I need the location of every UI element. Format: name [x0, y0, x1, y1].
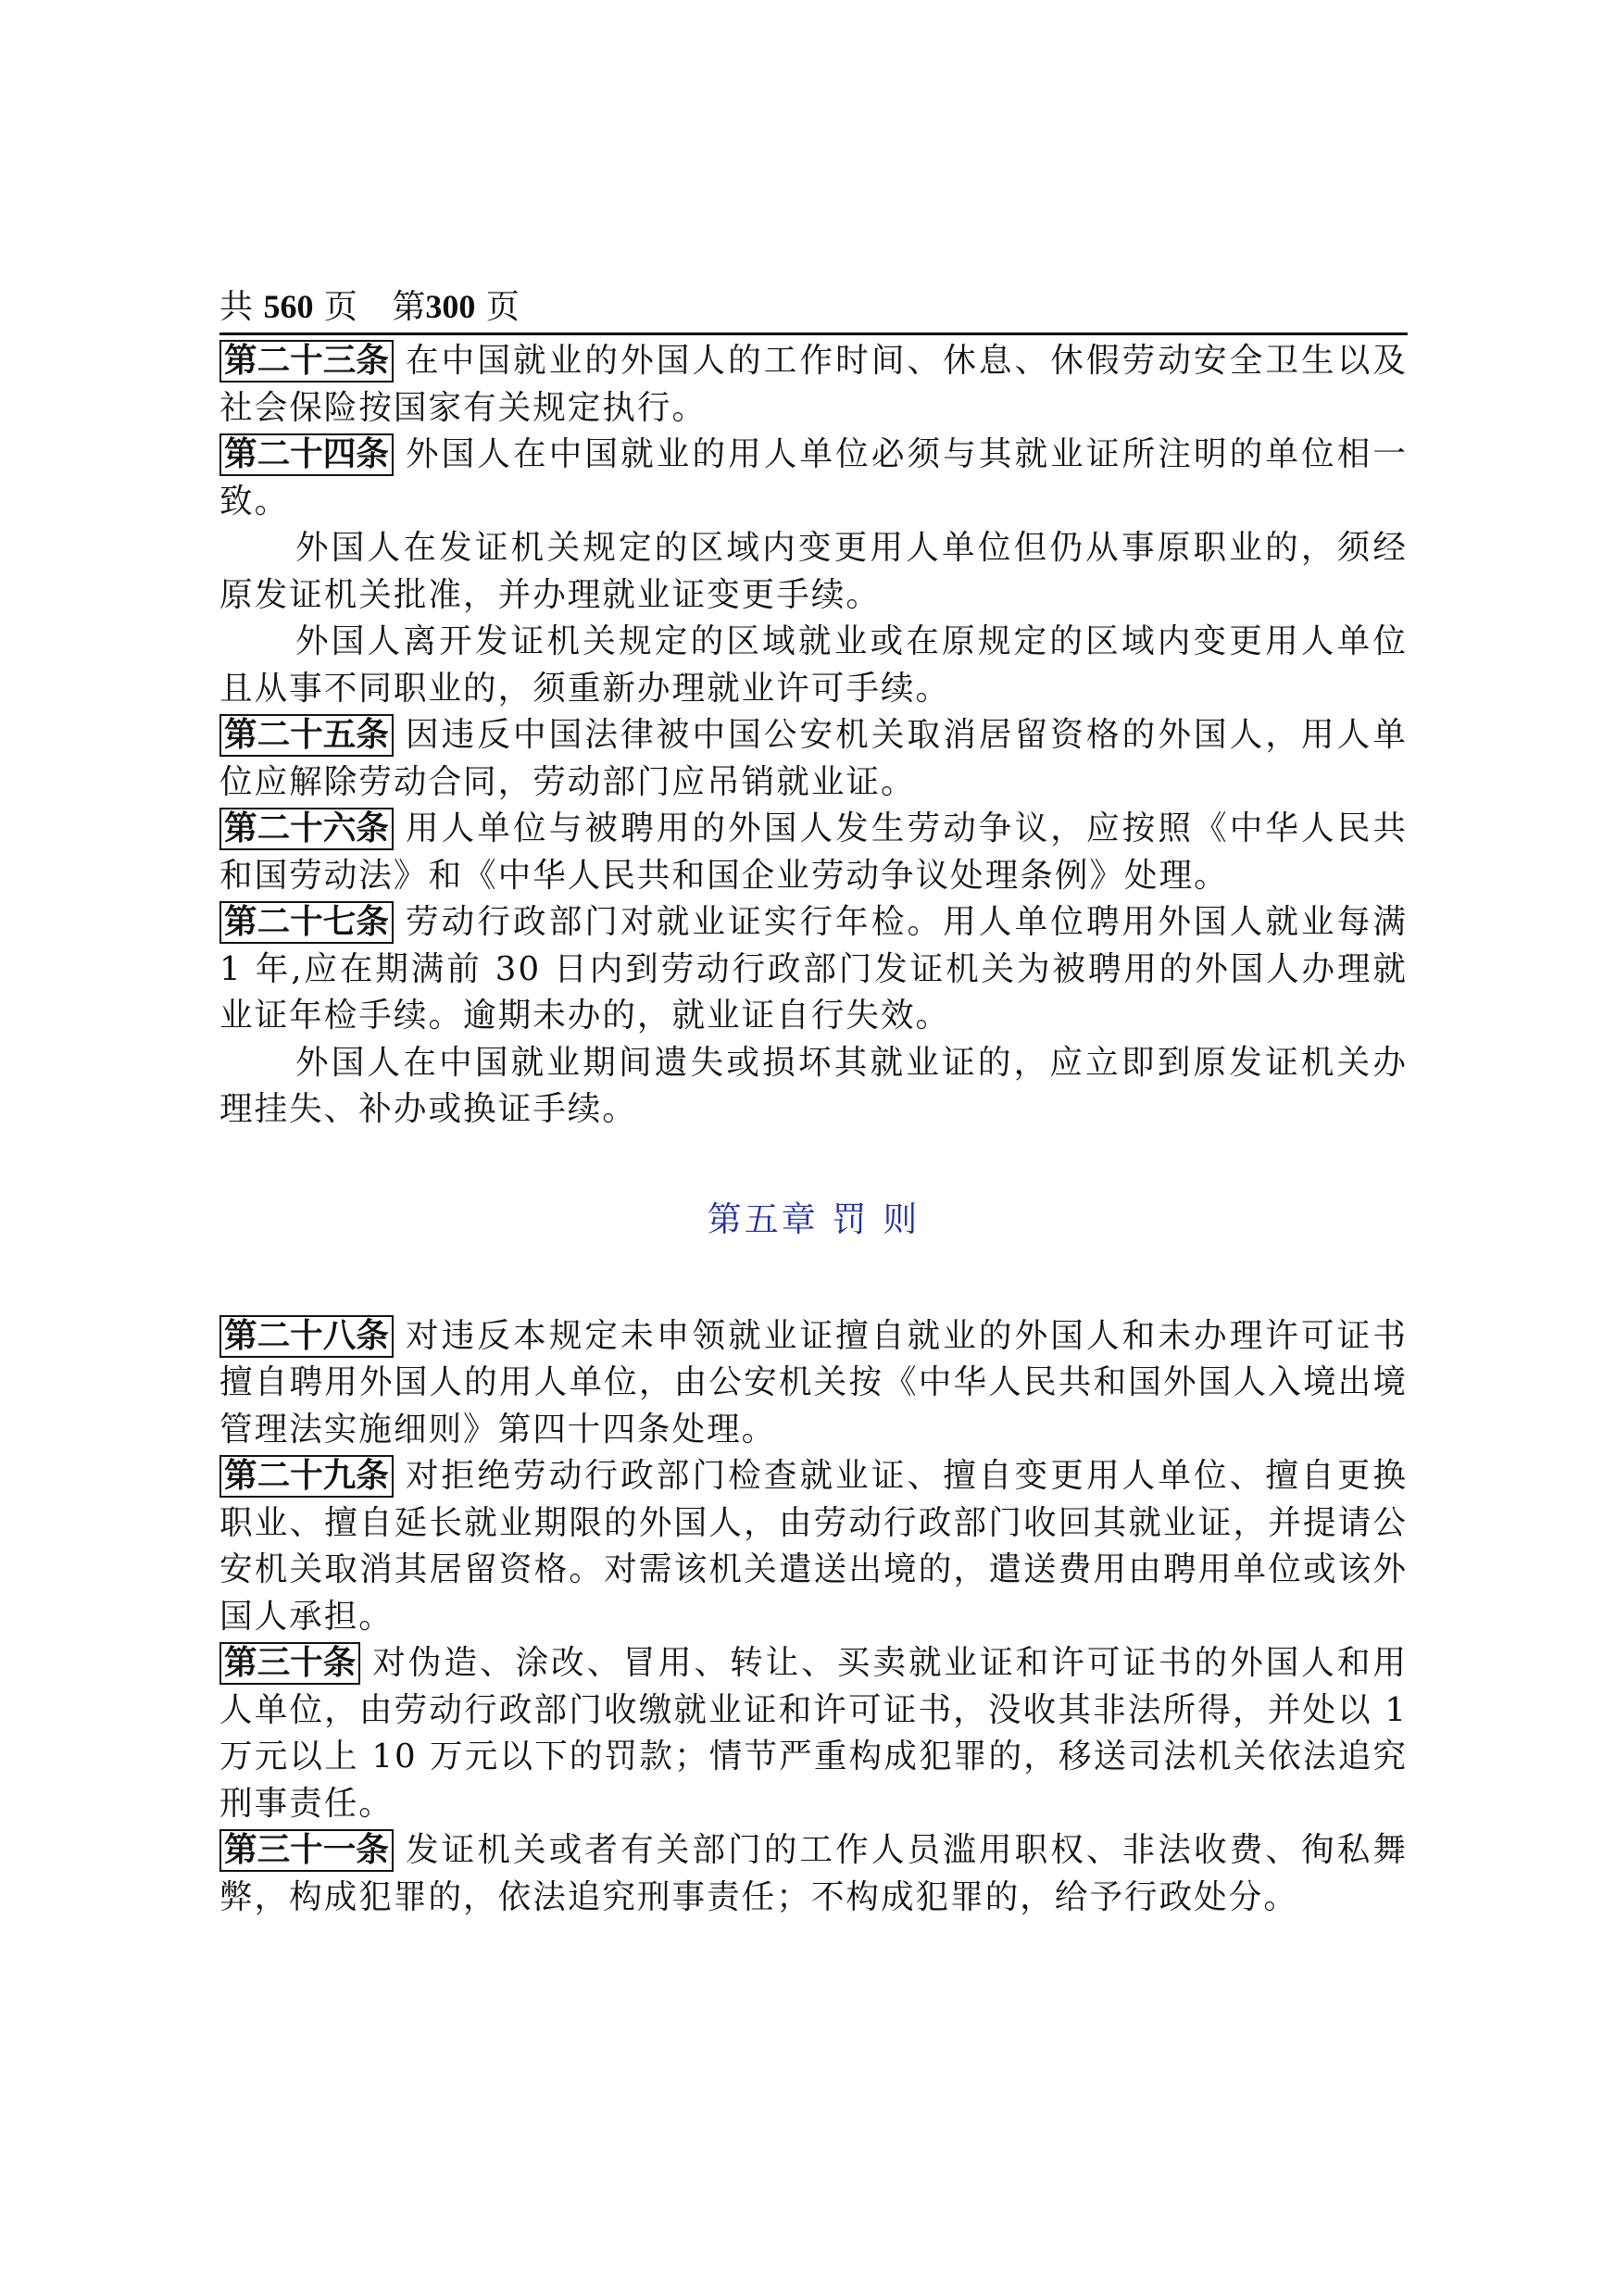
article-text: 因违反中国法律被中国公安机关取消居留资格的外国人，用人单位应解除劳动合同，劳动部门应吊销就业证。	[219, 716, 1408, 801]
current-page-prefix: 第	[392, 288, 426, 326]
article-23	[219, 338, 1408, 432]
current-page-suffix: 页	[485, 288, 520, 326]
article-25	[219, 712, 1408, 806]
article-24-clause-3: 外国人离开发证机关规定的区域就业或在原规定的区域内变更用人单位且从事不同职业的，须重新办理就业许可手续。	[219, 622, 1408, 708]
article-29	[219, 1453, 1408, 1640]
article-label: 第二十九条	[219, 1455, 394, 1498]
article-24-clause-2: 外国人在发证机关规定的区域内变更用人单位但仍从事原职业的，须经原发证机关批准，并办理就业证变更手续。	[219, 529, 1408, 614]
current-page-number: 300	[425, 288, 476, 325]
chapter-title: 第五章 罚 则	[707, 1198, 921, 1239]
article-27-clause-2: 外国人在中国就业期间遗失或损坏其就业证的，应立即到原发证机关办理挂失、补办或换证手续。	[219, 1043, 1408, 1128]
article-27	[219, 899, 1408, 1040]
article-24	[219, 432, 1408, 525]
article-text: 在中国就业的外国人的工作时间、休息、休假劳动安全卫生以及社会保险按国家有关规定执行。	[219, 342, 1408, 427]
article-label: 第二十四条	[219, 433, 394, 476]
article-text: 对拒绝劳动行政部门检查就业证、擅自变更用人单位、擅自更换职业、擅自延长就业期限的外国人，由劳动行政部门收回其就业证，并提请公安机关取消其居留资格。对需该机关遣送出境的，遣送费用由聘用单位或该外国人承担。	[219, 1457, 1408, 1636]
article-text: 用人单位与被聘用的外国人发生劳动争议，应按照《中华人民共和国劳动法》和《中华人民共和国企业劳动争议处理条例》处理。	[219, 809, 1408, 895]
article-28	[219, 1313, 1408, 1454]
article-label: 第二十三条	[219, 340, 394, 383]
document-body	[219, 338, 1408, 1921]
article-26	[219, 806, 1408, 899]
article-text: 对违反本规定未申领就业证擅自就业的外国人和未办理许可证书擅自聘用外国人的用人单位，由公安机关按《中华人民共和国外国人入境出境管理法实施细则》第四十四条处理。	[219, 1316, 1408, 1449]
total-pages-suffix: 页	[323, 288, 357, 326]
article-30	[219, 1640, 1408, 1827]
total-pages-number: 560	[263, 288, 314, 325]
article-text: 劳动行政部门对就业证实行年检。用人单位聘用外国人就业每满 1 年,应在期满前 30 日内到劳动行政部门发证机关为被聘用的外国人办理就业证年检手续。逾期未办的，就业证自行失效。	[219, 903, 1408, 1035]
article-text: 发证机关或者有关部门的工作人员滥用职权、非法收费、徇私舞弊，构成犯罪的，依法追究刑事责任；不构成犯罪的，给予行政处分。	[219, 1831, 1408, 1916]
total-pages-prefix: 共	[219, 288, 254, 326]
article-text: 外国人在中国就业的用人单位必须与其就业证所注明的单位相一致。	[219, 435, 1408, 521]
article-label: 第二十五条	[219, 714, 394, 757]
articles-after-chapter	[219, 1313, 1408, 1922]
article-31	[219, 1827, 1408, 1921]
page-header	[219, 283, 1408, 335]
article-label: 第二十六条	[219, 808, 394, 850]
articles-before-chapter	[219, 338, 1408, 1134]
article-label: 第二十八条	[219, 1315, 394, 1358]
article-label: 第二十七条	[219, 901, 394, 944]
article-text: 对伪造、涂改、冒用、转让、买卖就业证和许可证书的外国人和用人单位，由劳动行政部门收缴就业证和许可证书，没收其非法所得，并处以 1 万元以上 10 万元以下的罚款；情节严重构成犯罪的，移送司法机关依法追究刑事责任。	[219, 1644, 1408, 1823]
article-label: 第三十条	[219, 1642, 360, 1685]
article-label: 第三十一条	[219, 1829, 394, 1872]
